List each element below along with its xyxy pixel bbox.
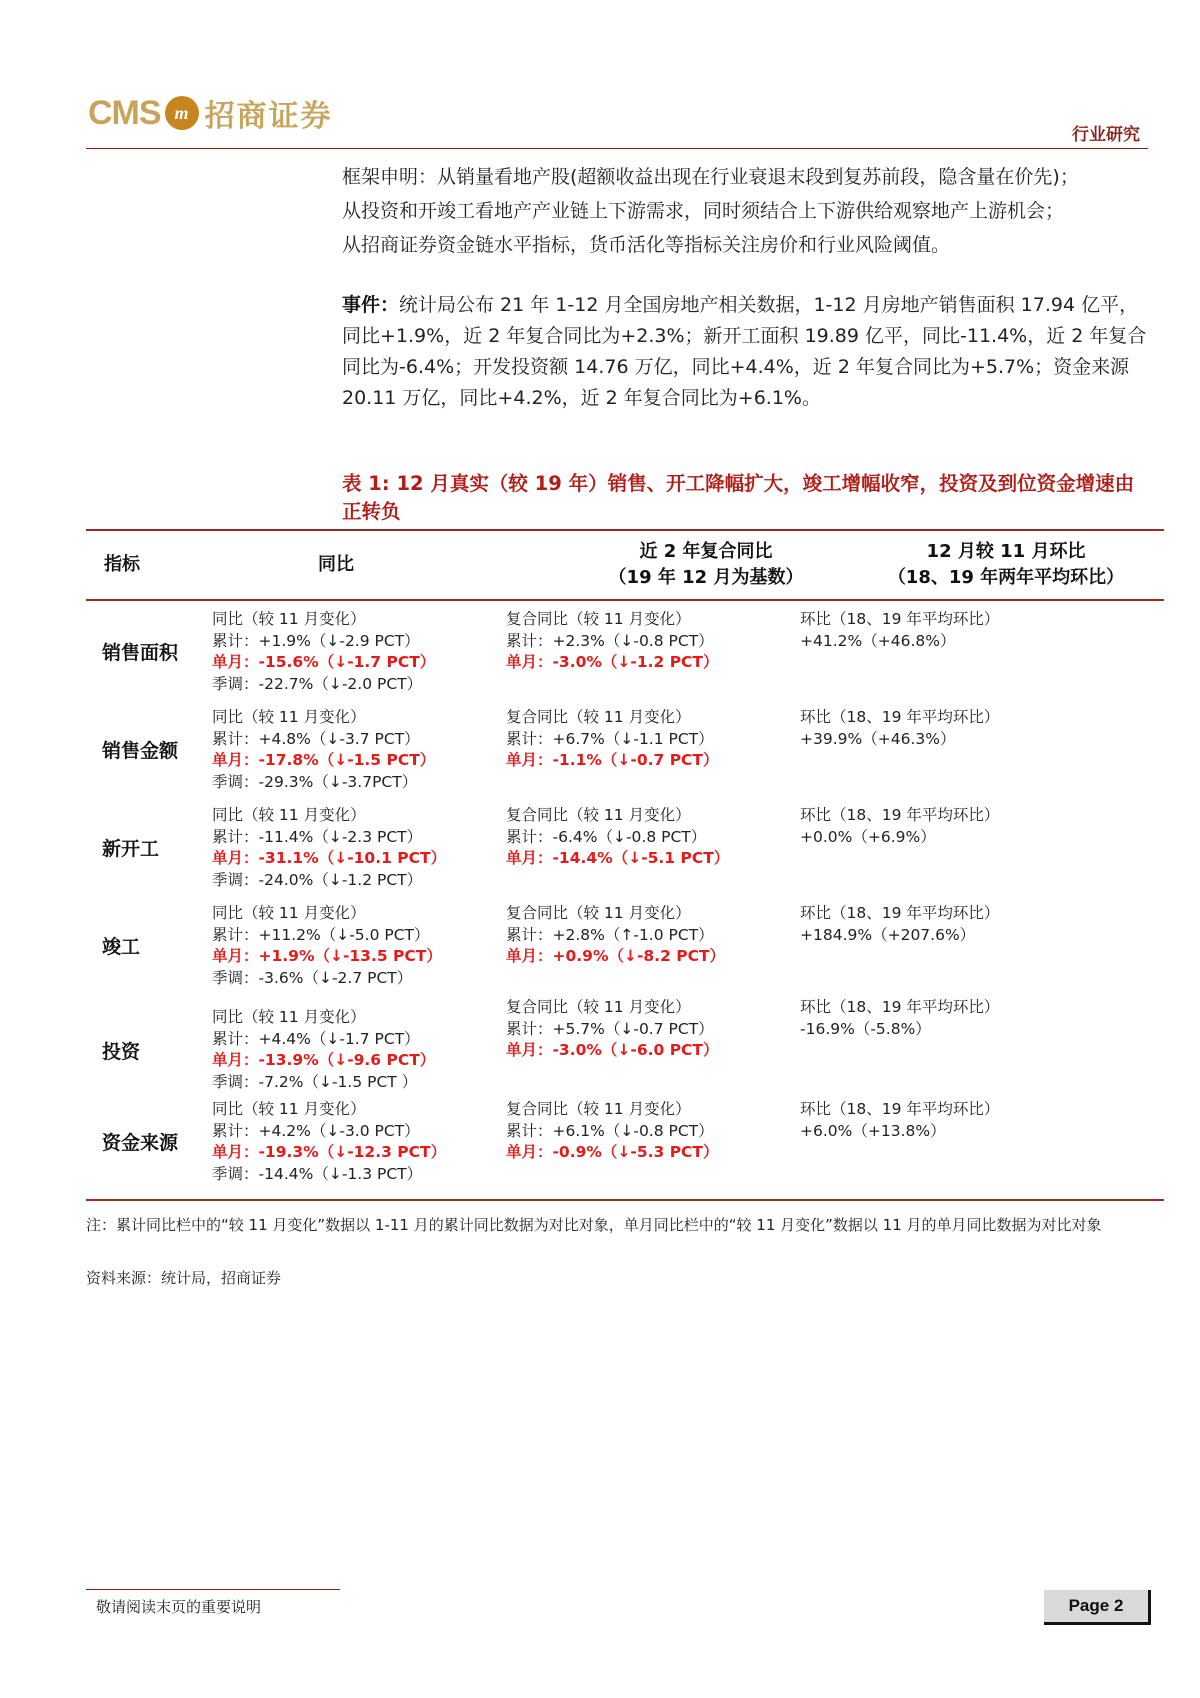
- footer-divider: [86, 1589, 340, 1590]
- yoy-line: 累计：+4.2%（↓-3.0 PCT）: [212, 1121, 420, 1140]
- table-title: 表 1: 12 月真实（较 19 年）销售、开工降幅扩大，竣工增幅收窄，投资及到位资金增速由正转负: [342, 472, 1135, 523]
- cell-cagr: [506, 903, 725, 968]
- mom-line: +0.0%（+6.9%）: [800, 827, 936, 846]
- table-bottom-rule: [86, 1199, 1164, 1201]
- mom-line: 环比（18、19 年平均环比）: [800, 610, 1000, 628]
- source-line: 资料来源：统计局，招商证券: [86, 1269, 282, 1287]
- table-header: [86, 531, 1164, 601]
- framework-statement: [342, 160, 1150, 262]
- cagr-line: 单月：-3.0%（↓-6.0 PCT）: [506, 1041, 719, 1059]
- cagr-line: 复合同比（较 11 月变化）: [506, 806, 691, 824]
- row-label: 投资: [102, 1041, 141, 1063]
- yoy-line: 单月：-17.8%（↓-1.5 PCT）: [212, 751, 436, 769]
- cell-mom: [800, 707, 999, 750]
- cell-cagr: [506, 609, 719, 674]
- cell-mom: [800, 609, 999, 652]
- cagr-line: 单月：-0.9%（↓-5.3 PCT）: [506, 1143, 719, 1161]
- yoy-line: 单月：-15.6%（↓-1.7 PCT）: [212, 653, 436, 671]
- cell-mom: [800, 903, 999, 946]
- cell-cagr: [506, 997, 719, 1062]
- row-label: 资金来源: [102, 1132, 179, 1154]
- framework-line: 从投资和开竣工看地产产业链上下游需求，同时须结合上下游供给观察地产上游机会；: [342, 200, 1065, 222]
- header-divider: [86, 148, 1148, 149]
- cell-mom: [800, 997, 999, 1040]
- yoy-line: 累计：+1.9%（↓-2.9 PCT）: [212, 631, 420, 650]
- cagr-line: 单月：+0.9%（↓-8.2 PCT）: [506, 947, 726, 965]
- cagr-line: 累计：+5.7%（↓-0.7 PCT）: [506, 1019, 714, 1038]
- mom-line: +6.0%（+13.8%）: [800, 1121, 946, 1140]
- cagr-line: 复合同比（较 11 月变化）: [506, 610, 691, 628]
- cell-mom: [800, 805, 999, 848]
- yoy-line: 同比（较 11 月变化）: [212, 610, 366, 628]
- cagr-line: 复合同比（较 11 月变化）: [506, 708, 691, 726]
- cagr-line: 复合同比（较 11 月变化）: [506, 998, 691, 1016]
- yoy-line: 同比（较 11 月变化）: [212, 708, 366, 726]
- cell-cagr: [506, 805, 729, 870]
- event-paragraph: [342, 290, 1150, 414]
- cagr-line: 累计：+6.7%（↓-1.1 PCT）: [506, 729, 714, 748]
- table-row: [86, 895, 1164, 993]
- yoy-line: 季调：-3.6%（↓-2.7 PCT）: [212, 968, 413, 987]
- cell-cagr: [506, 707, 719, 772]
- yoy-line: 季调：-7.2%（↓-1.5 PCT ）: [212, 1072, 418, 1091]
- mom-line: +41.2%（+46.8%）: [800, 631, 956, 650]
- yoy-line: 同比（较 11 月变化）: [212, 806, 366, 824]
- row-label: 销售面积: [102, 642, 179, 664]
- data-table: [86, 529, 1164, 1201]
- table-row: [86, 699, 1164, 797]
- table-row: [86, 797, 1164, 895]
- yoy-line: 季调：-24.0%（↓-1.2 PCT）: [212, 870, 423, 889]
- table-row: [86, 601, 1164, 699]
- row-label: 竣工: [102, 936, 141, 958]
- cms-logo: [88, 92, 333, 134]
- yoy-line: 累计：+4.4%（↓-1.7 PCT）: [212, 1029, 420, 1048]
- page-number: Page 2: [1044, 1590, 1151, 1625]
- cagr-line: 累计：-6.4%（↓-0.8 PCT）: [506, 827, 707, 846]
- cell-yoy: [212, 805, 446, 891]
- cell-mom: [800, 1099, 999, 1142]
- cell-yoy: [212, 1007, 435, 1093]
- header-cagr-line1: 近 2 年复合同比: [639, 541, 773, 562]
- cagr-line: 复合同比（较 11 月变化）: [506, 1100, 691, 1118]
- mom-line: 环比（18、19 年平均环比）: [800, 1100, 1000, 1118]
- cell-yoy: [212, 609, 435, 695]
- section-label: 行业研究: [1072, 125, 1140, 145]
- cell-yoy: [212, 1099, 446, 1185]
- header-mom: [856, 539, 1156, 591]
- header-mom-line2: （18、19 年两年平均环比）: [887, 567, 1125, 588]
- cagr-line: 累计：+2.8%（↑-1.0 PCT）: [506, 925, 714, 944]
- yoy-line: 累计：+11.2%（↓-5.0 PCT）: [212, 925, 430, 944]
- yoy-line: 累计：-11.4%（↓-2.3 PCT）: [212, 827, 423, 846]
- header-mom-line1: 12 月较 11 月环比: [926, 541, 1086, 562]
- cagr-line: 单月：-1.1%（↓-0.7 PCT）: [506, 751, 719, 769]
- framework-line: 从招商证券资金链水平指标，货币活化等指标关注房价和行业风险阈值。: [342, 234, 951, 256]
- mom-line: 环比（18、19 年平均环比）: [800, 806, 1000, 824]
- table-note: 注：累计同比栏中的“较 11 月变化”数据以 1-11 月的累计同比数据为对比对象，单月同比栏中的“较 11 月变化”数据以 11 月的单月同比数据为对比对象: [86, 1216, 1102, 1234]
- event-text: 统计局公布 21 年 1-12 月全国房地产相关数据，1-12 月房地产销售面积 17.94 亿平，同比+1.9%，近 2 年复合同比为+2.3%；新开工面积 19.89 亿平，同比-11.4%，近 2 年复合同比为-6.4%；开发投资额 14.76 万亿，同比+4.4%，近 2 年复合同比为+5.7%；资金来源 20.11 万亿，同比+4.2%，近 2 年复合同比为+6.1%。: [342, 294, 1147, 409]
- yoy-line: 同比（较 11 月变化）: [212, 904, 366, 922]
- header-indicator: 指标: [104, 554, 140, 575]
- cagr-line: 单月：-3.0%（↓-1.2 PCT）: [506, 653, 719, 671]
- cell-yoy: [212, 707, 435, 793]
- row-label: 销售金额: [102, 740, 179, 762]
- header-cagr-line2: （19 年 12 月为基数）: [608, 567, 804, 588]
- cell-yoy: [212, 903, 442, 989]
- yoy-line: 季调：-22.7%（↓-2.0 PCT）: [212, 674, 423, 693]
- mom-line: -16.9%（-5.8%）: [800, 1019, 931, 1038]
- yoy-line: 单月：-19.3%（↓-12.3 PCT）: [212, 1143, 447, 1161]
- yoy-line: 单月：-13.9%（↓-9.6 PCT）: [212, 1051, 436, 1069]
- logo-text-latin: CMS: [88, 93, 161, 132]
- table-body: [86, 601, 1164, 1199]
- yoy-line: 累计：+4.8%（↓-3.7 PCT）: [212, 729, 420, 748]
- yoy-line: 单月：-31.1%（↓-10.1 PCT）: [212, 849, 447, 867]
- logo-badge-icon: m: [165, 96, 199, 130]
- cagr-line: 累计：+2.3%（↓-0.8 PCT）: [506, 631, 714, 650]
- cell-cagr: [506, 1099, 719, 1164]
- mom-line: +184.9%（+207.6%）: [800, 925, 976, 944]
- table-row: [86, 1091, 1164, 1199]
- framework-line: 框架申明：从销量看地产股(超额收益出现在行业衰退末段到复苏前段，隐含量在价先)；: [342, 166, 1079, 188]
- yoy-line: 同比（较 11 月变化）: [212, 1100, 366, 1118]
- yoy-line: 同比（较 11 月变化）: [212, 1008, 366, 1026]
- event-label: 事件：: [342, 294, 400, 316]
- mom-line: 环比（18、19 年平均环比）: [800, 708, 1000, 726]
- mom-line: +39.9%（+46.3%）: [800, 729, 956, 748]
- header-cagr: [556, 539, 856, 591]
- yoy-line: 单月：+1.9%（↓-13.5 PCT）: [212, 947, 442, 965]
- cagr-line: 累计：+6.1%（↓-0.8 PCT）: [506, 1121, 714, 1140]
- cagr-line: 复合同比（较 11 月变化）: [506, 904, 691, 922]
- cagr-line: 单月：-14.4%（↓-5.1 PCT）: [506, 849, 730, 867]
- logo-text-cn: 招商证券: [204, 99, 333, 134]
- mom-line: 环比（18、19 年平均环比）: [800, 998, 1000, 1016]
- row-label: 新开工: [102, 838, 160, 860]
- table-row: [86, 993, 1164, 1091]
- yoy-line: 季调：-29.3%（↓-3.7PCT）: [212, 772, 418, 791]
- header-yoy: 同比: [318, 554, 354, 575]
- yoy-line: 季调：-14.4%（↓-1.3 PCT）: [212, 1164, 423, 1183]
- mom-line: 环比（18、19 年平均环比）: [800, 904, 1000, 922]
- footer-disclaimer: 敬请阅读末页的重要说明: [96, 1598, 262, 1616]
